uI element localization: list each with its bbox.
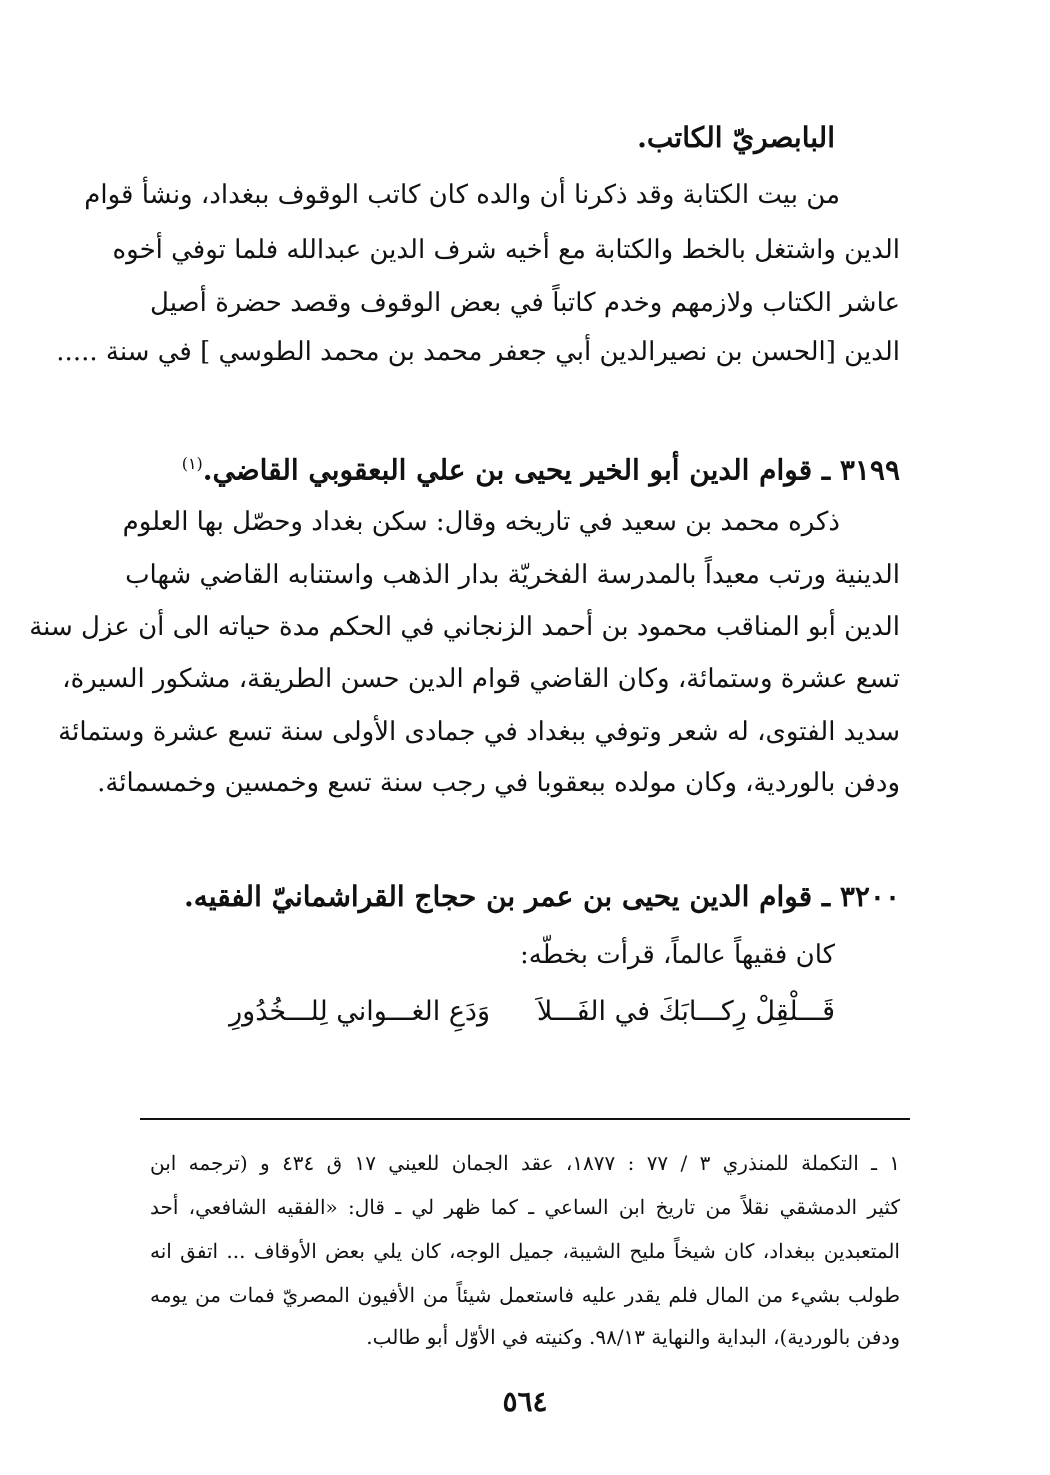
entry-3199-heading-text: ٣١٩٩ ـ قوام الدين أبو الخير يحيى بن علي البعقوبي القاضي. <box>202 453 900 487</box>
footnote-line-3: المتعبدين ببغداد، كان شيخاً مليح الشيبة، جميل الوجه، كان يلي بعض الأوقاف ... اتفق انه <box>150 1239 900 1263</box>
entry-tail-line-4: الدين [الحسن بن نصيرالدين أبي جعفر محمد بن محمد الطوسي ] في سنة ..... <box>56 337 900 367</box>
entry-3200-heading <box>184 875 900 919</box>
footnote-reference-mark: (١) <box>181 454 203 473</box>
verse-second-hemistich: وَدَعِ الغـــواني لِلـــخُدُورِ <box>229 996 490 1027</box>
entry-3199-line-2: الدينية ورتب معيداً بالمدرسة الفخريّة بدار الذهب واستنابه القاضي شهاب <box>125 560 900 590</box>
footnote-line-4: طولب بشيء من المال فلم يقدر عليه فاستعمل شيئاً من الأفيون المصريّ فمات من يومه <box>150 1283 900 1307</box>
entry-3199-line-6: ودفن بالوردية، وكان مولده ببعقوبا في رجب سنة تسع وخمسين وخمسمائة. <box>97 768 900 798</box>
entry-3199-line-4: تسع عشرة وستمائة، وكان القاضي قوام الدين حسن الطريقة، مشكور السيرة، <box>62 664 900 694</box>
entry-3199-heading <box>182 442 900 492</box>
entry-3199-line-3: الدين أبو المناقب محمود بن أحمد الزنجاني في الحكم مدة حياته الى أن عزل سنة <box>29 612 900 642</box>
footnote-line-1: ١ ـ التكملة للمنذري ٣ / ٧٧ : ١٨٧٧، عقد الجمان للعيني ١٧ ق ٤٣٤ و (ترجمه ابن <box>150 1151 901 1175</box>
footnote-divider <box>140 1118 910 1120</box>
footnote-line-2: كثير الدمشقي نقلاً من تاريخ ابن الساعي ـ كما ظهر لي ـ قال: «الفقيه الشافعي، أحد <box>150 1195 900 1219</box>
entry-tail-line-2: الدين واشتغل بالخط والكتابة مع أخيه شرف الدين عبدالله فلما توفي أخوه <box>112 235 900 265</box>
page-number: ٥٦٤ <box>502 1385 548 1418</box>
footnote-line-5: ودفن بالوردية)، البداية والنهاية ٩٨/١٣. وكنيته في الأوّل أبو طالب. <box>366 1325 900 1349</box>
entry-tail-line-1: من بيت الكتابة وقد ذكرنا أن والده كان كاتب الوقوف ببغداد، ونشأ قوام <box>84 180 840 210</box>
entry-tail-heading <box>637 116 835 160</box>
entry-tail-heading-text: البابصريّ الكاتب. <box>637 121 835 154</box>
entry-3199-line-1: ذكره محمد بن سعيد في تاريخه وقال: سكن بغداد وحصّل بها العلوم <box>122 507 840 537</box>
entry-3199-line-5: سديد الفتوى، له شعر وتوفي ببغداد في جمادى الأولى سنة تسع عشرة وستمائة <box>58 717 900 747</box>
entry-3200-intro: كان فقيهاً عالماً، قرأت بخطّه: <box>519 940 835 970</box>
entry-tail-line-3: عاشر الكتاب ولازمهم وخدم كاتباً في بعض الوقوف وقصد حضرة أصيل <box>150 288 900 318</box>
entry-3200-heading-text: ٣٢٠٠ ـ قوام الدين يحيى بن عمر بن حجاج القراشمانيّ الفقيه. <box>184 880 900 913</box>
verse-first-hemistich: قَـــلْقِلْ رِكـــابَكَ في الفَـــلاَ <box>536 996 835 1027</box>
